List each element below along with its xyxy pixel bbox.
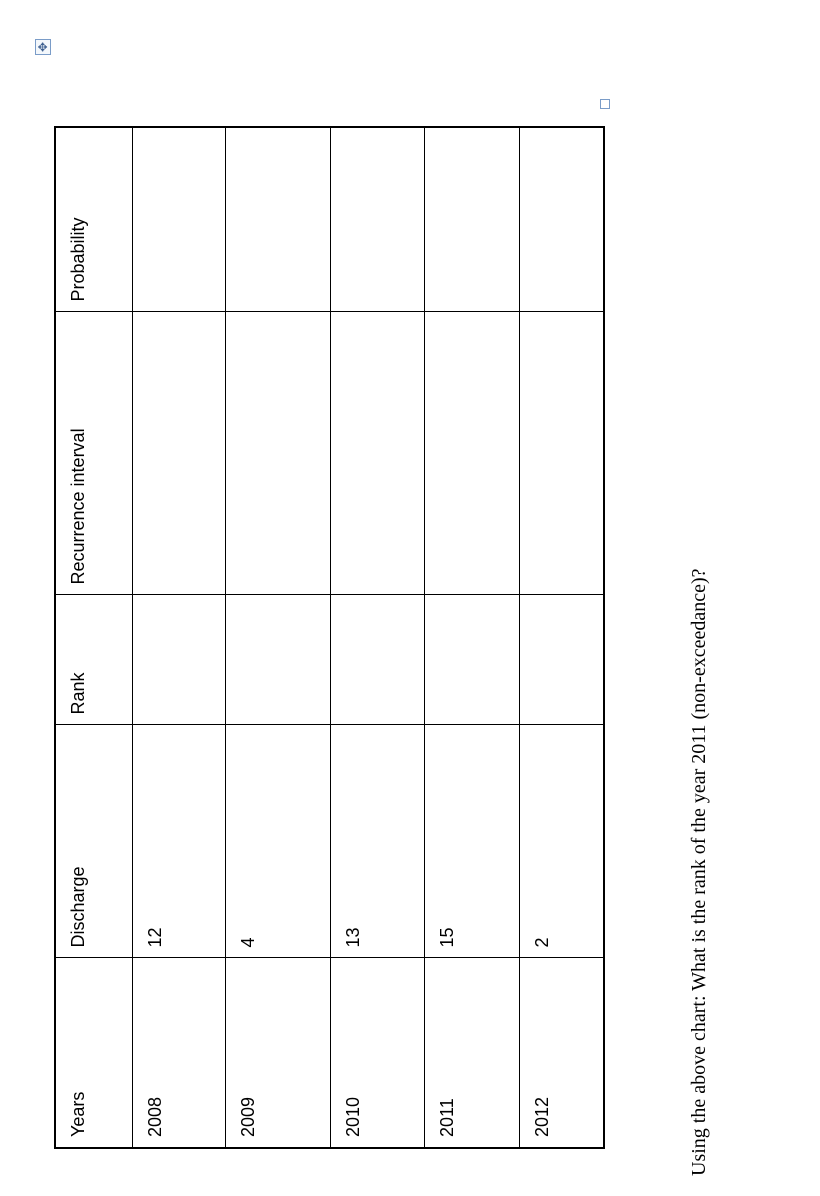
cell-probability[interactable]	[225, 127, 330, 312]
header-years: Years	[55, 958, 132, 1148]
cell-probability[interactable]	[519, 127, 604, 312]
table-resize-handle-icon[interactable]	[600, 99, 610, 109]
header-recurrence-interval: Recurrence interval	[55, 312, 132, 595]
cell-recurrence-interval[interactable]	[424, 312, 519, 595]
header-rank: Rank	[55, 595, 132, 725]
cell-discharge[interactable]: 4	[225, 725, 330, 958]
cell-year[interactable]: 2009	[225, 958, 330, 1148]
table-row	[225, 127, 330, 1148]
table-row	[424, 127, 519, 1148]
cell-probability[interactable]	[424, 127, 519, 312]
table-row	[330, 127, 424, 1148]
header-probability: Probability	[55, 127, 132, 312]
cell-discharge[interactable]: 12	[132, 725, 225, 958]
cell-rank[interactable]	[424, 595, 519, 725]
cell-rank[interactable]	[132, 595, 225, 725]
cell-discharge[interactable]: 15	[424, 725, 519, 958]
header-discharge: Discharge	[55, 725, 132, 958]
table-move-handle-icon[interactable]: ✥	[35, 39, 51, 55]
question-text: Using the above chart: What is the rank of the year 2011 (non-exceedance)?	[688, 568, 710, 1176]
table-row	[519, 127, 604, 1148]
discharge-table	[54, 126, 605, 1149]
cell-rank[interactable]	[225, 595, 330, 725]
cell-probability[interactable]	[330, 127, 424, 312]
cell-recurrence-interval[interactable]	[132, 312, 225, 595]
cell-recurrence-interval[interactable]	[519, 312, 604, 595]
cell-rank[interactable]	[330, 595, 424, 725]
cell-rank[interactable]	[519, 595, 604, 725]
cell-probability[interactable]	[132, 127, 225, 312]
cell-year[interactable]: 2010	[330, 958, 424, 1148]
cell-year[interactable]: 2012	[519, 958, 604, 1148]
table-header-row	[55, 127, 132, 1148]
cell-recurrence-interval[interactable]	[330, 312, 424, 595]
cell-discharge[interactable]: 2	[519, 725, 604, 958]
cell-year[interactable]: 2011	[424, 958, 519, 1148]
cell-recurrence-interval[interactable]	[225, 312, 330, 595]
cell-year[interactable]: 2008	[132, 958, 225, 1148]
table-row	[132, 127, 225, 1148]
cell-discharge[interactable]: 13	[330, 725, 424, 958]
